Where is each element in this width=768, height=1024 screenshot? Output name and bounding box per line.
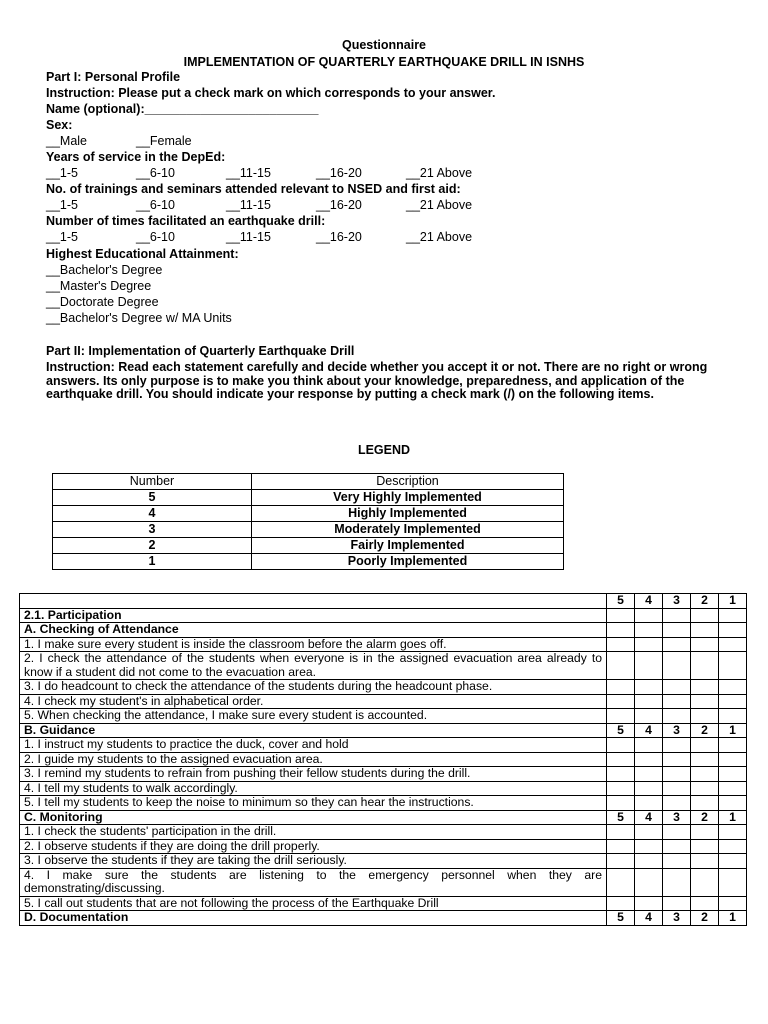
check-cell-3[interactable] <box>663 752 691 767</box>
education-option: __Doctorate Degree <box>46 295 159 309</box>
statement-text: 1. I make sure every student is inside the classroom before the alarm goes off. <box>20 637 607 652</box>
part2-instruction: Instruction: Read each statement carefully and decide whether you accept it or not. There are no right or wrong answers. Its only purpose is to make you think about your knowledge, preparedness, and application of the earthquake drill. You should indicate your response by putting a check mark (/) on the following items. <box>46 360 708 401</box>
check-cell-2[interactable] <box>691 796 719 811</box>
check-cell-1[interactable] <box>719 709 747 724</box>
check-cell-2[interactable] <box>691 839 719 854</box>
check-cell-1[interactable] <box>719 652 747 680</box>
check-cell-4[interactable] <box>635 752 663 767</box>
check-cell-1[interactable] <box>719 825 747 840</box>
score-header-2: 2 <box>691 594 719 609</box>
statement-row <box>20 694 747 709</box>
statement-text: 2. I check the attendance of the students when everyone is in the assigned evacuation area already to know if a student did not come to the evacuation area. <box>20 652 607 680</box>
legend-description: Poorly Implemented <box>252 554 564 570</box>
blank-cell <box>691 623 719 638</box>
check-cell-4[interactable] <box>635 652 663 680</box>
section-row <box>20 623 747 638</box>
check-cell-4[interactable] <box>635 709 663 724</box>
check-cell-5[interactable] <box>607 680 635 695</box>
check-cell-1[interactable] <box>719 738 747 753</box>
check-cell-2[interactable] <box>691 637 719 652</box>
option: __1-5 <box>46 166 78 180</box>
option: __1-5 <box>46 198 78 212</box>
statement-row <box>20 652 747 680</box>
check-cell-4[interactable] <box>635 825 663 840</box>
check-cell-1[interactable] <box>719 868 747 896</box>
part1-instruction: Instruction: Please put a check mark on which corresponds to your answer. <box>46 86 496 100</box>
blank-cell <box>663 608 691 623</box>
legend-description: Very Highly Implemented <box>252 490 564 506</box>
check-cell-2[interactable] <box>691 854 719 869</box>
trainings-label: No. of trainings and seminars attended relevant to NSED and first aid: <box>46 182 461 196</box>
statement-row <box>20 839 747 854</box>
check-cell-2[interactable] <box>691 825 719 840</box>
education-option: __Bachelor's Degree <box>46 263 163 277</box>
statement-text: 3. I do headcount to check the attendance of the students during the headcount phase. <box>20 680 607 695</box>
years-options <box>46 166 472 181</box>
legend-header-row <box>53 474 564 490</box>
option: __16-20 <box>316 166 362 180</box>
option: __11-15 <box>226 230 271 244</box>
check-cell-1[interactable] <box>719 854 747 869</box>
check-cell-5[interactable] <box>607 752 635 767</box>
statement-text: 5. I call out students that are not following the process of the Earthquake Drill <box>20 896 607 911</box>
statement-row <box>20 637 747 652</box>
check-cell-3[interactable] <box>663 738 691 753</box>
section-title: D. Documentation <box>20 911 607 926</box>
score-header-1: 1 <box>719 723 747 738</box>
check-cell-2[interactable] <box>691 767 719 782</box>
check-cell-2[interactable] <box>691 680 719 695</box>
blank-cell <box>691 608 719 623</box>
score-header-2: 2 <box>691 723 719 738</box>
drills-options <box>46 230 472 245</box>
check-cell-4[interactable] <box>635 738 663 753</box>
check-cell-4[interactable] <box>635 796 663 811</box>
years-label: Years of service in the DepEd: <box>46 150 226 164</box>
check-cell-1[interactable] <box>719 680 747 695</box>
check-cell-2[interactable] <box>691 868 719 896</box>
check-cell-4[interactable] <box>635 839 663 854</box>
check-cell-3[interactable] <box>663 868 691 896</box>
legend-row <box>53 490 564 506</box>
check-cell-4[interactable] <box>635 781 663 796</box>
score-header-row <box>20 594 747 609</box>
statement-text: 3. I remind my students to refrain from pushing their fellow students during the drill. <box>20 767 607 782</box>
check-cell-5[interactable] <box>607 652 635 680</box>
statement-text: 5. When checking the attendance, I make sure every student is accounted. <box>20 709 607 724</box>
blank-cell <box>635 608 663 623</box>
legend-description: Fairly Implemented <box>252 538 564 554</box>
check-cell-3[interactable] <box>663 896 691 911</box>
section-title: B. Guidance <box>20 723 607 738</box>
sex-label: Sex: <box>46 118 73 132</box>
legend-table <box>52 473 564 570</box>
check-cell-3[interactable] <box>663 825 691 840</box>
legend-row <box>53 506 564 522</box>
check-cell-2[interactable] <box>691 781 719 796</box>
trainings-options <box>46 198 472 213</box>
check-cell-1[interactable] <box>719 767 747 782</box>
score-header-3: 3 <box>663 723 691 738</box>
statement-row <box>20 752 747 767</box>
statement-text: 4. I tell my students to walk accordingly. <box>20 781 607 796</box>
statement-row <box>20 868 747 896</box>
score-header-4: 4 <box>635 594 663 609</box>
check-cell-4[interactable] <box>635 694 663 709</box>
option: __1-5 <box>46 230 78 244</box>
check-cell-5[interactable] <box>607 767 635 782</box>
check-cell-1[interactable] <box>719 637 747 652</box>
check-cell-2[interactable] <box>691 738 719 753</box>
blank-cell <box>635 623 663 638</box>
sex-options <box>46 134 192 149</box>
check-cell-5[interactable] <box>607 896 635 911</box>
check-cell-1[interactable] <box>719 896 747 911</box>
check-cell-1[interactable] <box>719 796 747 811</box>
score-header-2: 2 <box>691 810 719 825</box>
check-cell-3[interactable] <box>663 680 691 695</box>
blank-cell <box>607 608 635 623</box>
option: __16-20 <box>316 230 362 244</box>
statement-row <box>20 854 747 869</box>
check-cell-3[interactable] <box>663 796 691 811</box>
statement-text: 2. I guide my students to the assigned evacuation area. <box>20 752 607 767</box>
check-cell-4[interactable] <box>635 868 663 896</box>
statement-text: 5. I tell my students to keep the noise to minimum so they can hear the instructions. <box>20 796 607 811</box>
section-row <box>20 723 747 738</box>
check-cell-5[interactable] <box>607 637 635 652</box>
document-title: Questionnaire <box>341 38 427 52</box>
section-row <box>20 810 747 825</box>
statement-row <box>20 825 747 840</box>
score-header-1: 1 <box>719 810 747 825</box>
statement-text: 2. I observe students if they are doing the drill properly. <box>20 839 607 854</box>
check-cell-2[interactable] <box>691 896 719 911</box>
option: __6-10 <box>136 198 175 212</box>
score-header-5: 5 <box>607 594 635 609</box>
legend-description: Moderately Implemented <box>252 522 564 538</box>
option-female: __Female <box>136 134 192 148</box>
score-header-5: 5 <box>607 911 635 926</box>
check-cell-2[interactable] <box>691 709 719 724</box>
check-cell-2[interactable] <box>691 652 719 680</box>
statement-text: 4. I check my student's in alphabetical order. <box>20 694 607 709</box>
legend-col-description: Description <box>252 474 564 490</box>
check-cell-1[interactable] <box>719 781 747 796</box>
score-header-1: 1 <box>719 594 747 609</box>
blank-cell <box>719 623 747 638</box>
score-header-2: 2 <box>691 911 719 926</box>
statement-row <box>20 896 747 911</box>
legend-number: 3 <box>53 522 252 538</box>
check-cell-2[interactable] <box>691 694 719 709</box>
check-cell-3[interactable] <box>663 767 691 782</box>
check-cell-5[interactable] <box>607 839 635 854</box>
section-title: C. Monitoring <box>20 810 607 825</box>
check-cell-2[interactable] <box>691 752 719 767</box>
check-cell-3[interactable] <box>663 854 691 869</box>
check-cell-1[interactable] <box>719 752 747 767</box>
statement-text: 1. I instruct my students to practice the duck, cover and hold <box>20 738 607 753</box>
check-cell-3[interactable] <box>663 839 691 854</box>
check-cell-5[interactable] <box>607 868 635 896</box>
legend-row <box>53 554 564 570</box>
check-cell-3[interactable] <box>663 694 691 709</box>
score-header-4: 4 <box>635 810 663 825</box>
check-cell-1[interactable] <box>719 839 747 854</box>
education-option: __Master's Degree <box>46 279 152 293</box>
check-cell-3[interactable] <box>663 709 691 724</box>
category-row <box>20 608 747 623</box>
part1-heading: Part I: Personal Profile <box>46 70 181 84</box>
blank-cell <box>719 608 747 623</box>
legend-number: 4 <box>53 506 252 522</box>
score-header-5: 5 <box>607 810 635 825</box>
check-cell-4[interactable] <box>635 896 663 911</box>
check-cell-5[interactable] <box>607 738 635 753</box>
check-cell-3[interactable] <box>663 652 691 680</box>
score-header-4: 4 <box>635 723 663 738</box>
statement-row <box>20 680 747 695</box>
statement-text: 3. I observe the students if they are taking the drill seriously. <box>20 854 607 869</box>
check-cell-5[interactable] <box>607 781 635 796</box>
option: __21 Above <box>406 230 473 244</box>
option: __11-15 <box>226 166 271 180</box>
check-cell-5[interactable] <box>607 709 635 724</box>
statement-row <box>20 796 747 811</box>
legend-row <box>53 522 564 538</box>
check-cell-4[interactable] <box>635 767 663 782</box>
option: __21 Above <box>406 166 473 180</box>
survey-table <box>19 593 747 926</box>
option: __21 Above <box>406 198 473 212</box>
option: __6-10 <box>136 230 175 244</box>
section-row <box>20 911 747 926</box>
score-header-3: 3 <box>663 594 691 609</box>
check-cell-1[interactable] <box>719 694 747 709</box>
score-header-3: 3 <box>663 911 691 926</box>
option: __11-15 <box>226 198 271 212</box>
legend-title: LEGEND <box>357 443 411 457</box>
check-cell-3[interactable] <box>663 637 691 652</box>
education-label: Highest Educational Attainment: <box>46 247 239 261</box>
score-header-5: 5 <box>607 723 635 738</box>
check-cell-5[interactable] <box>607 796 635 811</box>
option: __6-10 <box>136 166 175 180</box>
statement-text: 1. I check the students' participation in the drill. <box>20 825 607 840</box>
option: __16-20 <box>316 198 362 212</box>
blank-cell <box>20 594 607 609</box>
check-cell-4[interactable] <box>635 854 663 869</box>
blank-cell <box>607 623 635 638</box>
statement-row <box>20 738 747 753</box>
part2-heading: Part II: Implementation of Quarterly Earthquake Drill <box>46 344 355 358</box>
legend-number: 1 <box>53 554 252 570</box>
statement-row <box>20 767 747 782</box>
legend-description: Highly Implemented <box>252 506 564 522</box>
section-title: A. Checking of Attendance <box>20 623 607 638</box>
drills-label: Number of times facilitated an earthquake drill: <box>46 214 326 228</box>
category-title: 2.1. Participation <box>20 608 607 623</box>
check-cell-5[interactable] <box>607 825 635 840</box>
check-cell-4[interactable] <box>635 680 663 695</box>
statement-row <box>20 709 747 724</box>
blank-cell <box>663 623 691 638</box>
score-header-1: 1 <box>719 911 747 926</box>
check-cell-5[interactable] <box>607 694 635 709</box>
check-cell-3[interactable] <box>663 781 691 796</box>
legend-row <box>53 538 564 554</box>
check-cell-5[interactable] <box>607 854 635 869</box>
statement-row <box>20 781 747 796</box>
score-header-3: 3 <box>663 810 691 825</box>
legend-number: 2 <box>53 538 252 554</box>
education-option: __Bachelor's Degree w/ MA Units <box>46 311 232 325</box>
statement-text: 4. I make sure the students are listening to the emergency personnel when they are demonstrating/discussing. <box>20 868 607 896</box>
name-field: Name (optional):_________________________ <box>46 102 319 116</box>
score-header-4: 4 <box>635 911 663 926</box>
legend-number: 5 <box>53 490 252 506</box>
option-male: __Male <box>46 134 87 148</box>
document-subtitle: IMPLEMENTATION OF QUARTERLY EARTHQUAKE DRILL IN ISNHS <box>183 55 585 69</box>
legend-col-number: Number <box>53 474 252 490</box>
check-cell-4[interactable] <box>635 637 663 652</box>
